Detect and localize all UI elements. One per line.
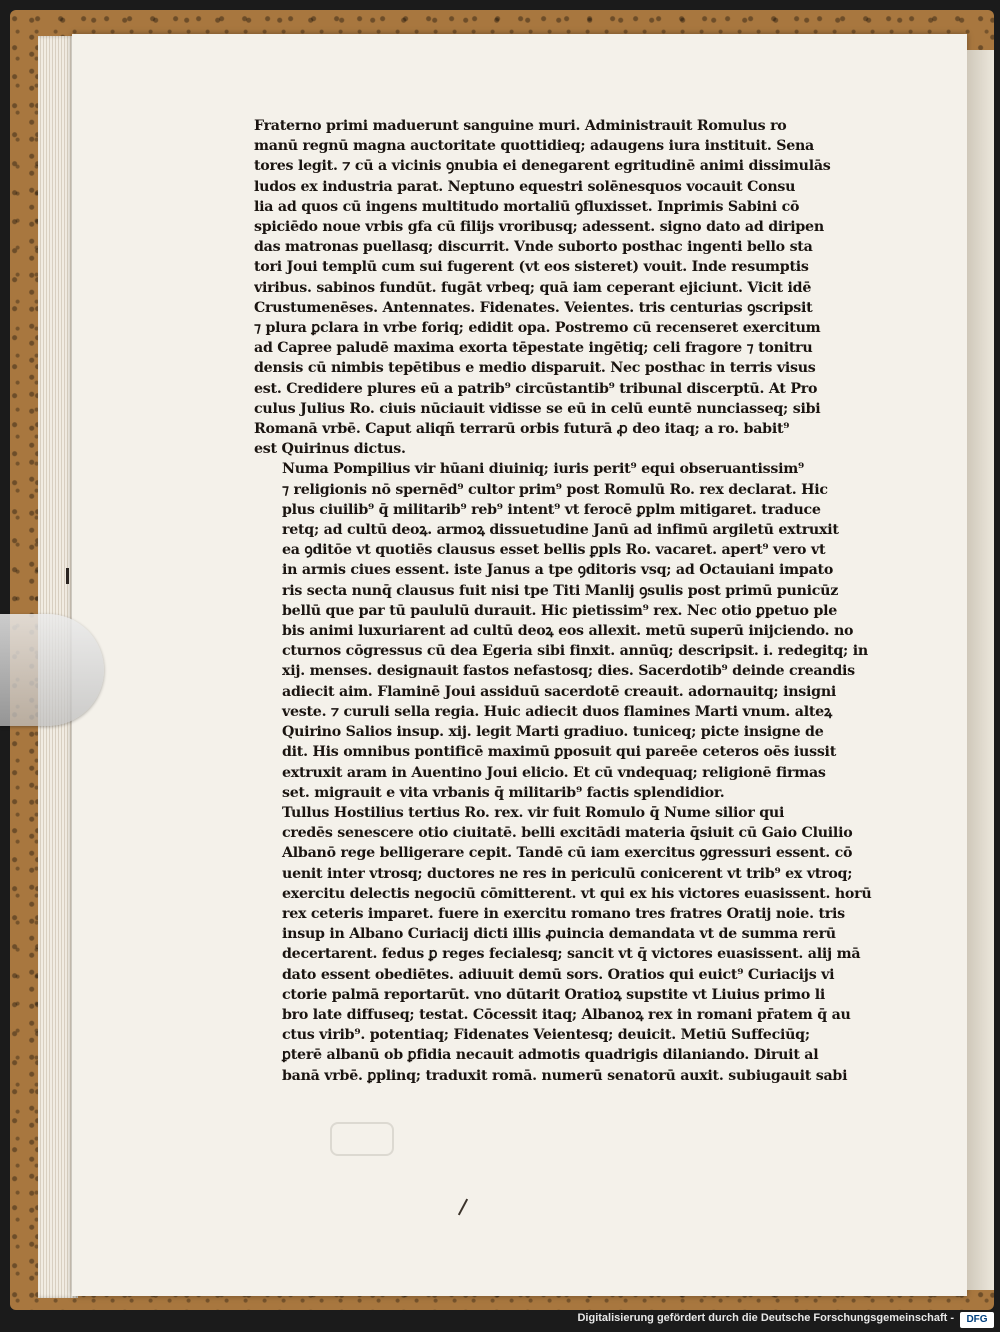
text-line: banā vrbē. ꝑplinq; traduxit romā. numerū senatorū auxit. subiugauit sabi — [282, 1067, 848, 1084]
text-line: ludos ex industria parat. Neptuno equestri solēnesquos vocauit Consu — [254, 178, 796, 195]
text-line: tores legit. ⁊ cū a vicinis ꝯnubia ei denegarent egritudinē animi dissimulās — [254, 158, 831, 175]
text-line: densis cū nimbis tepētibus e medio disparuit. Nec posthac in terris visus — [254, 360, 816, 377]
paragraph-romulus — [254, 116, 886, 459]
paragraph-numa — [254, 459, 886, 802]
show-through-signature — [330, 1122, 394, 1156]
text-line: Numa Pompilius vir hūani diuiniq; iuris perit⁹ equi obseruantissim⁹ — [282, 461, 804, 478]
text-line: dato essent obediētes. adiuuit demū sors. Oratios qui euict⁹ Curiacijs vi — [282, 966, 835, 983]
text-line: dit. His omnibus pontificē maximū ꝑposuit qui pareēe ceteros oēs iussit — [282, 744, 837, 761]
facing-leaf — [967, 50, 994, 1290]
text-line: exercitu delectis negociū cōmitterent. vt qui ex his victores euasissent. horū — [282, 885, 872, 902]
text-line: ad Capree paludē maxima exorta tēpestate ingētiq; celi fragore ⁊ tonitru — [254, 340, 813, 357]
margin-mark — [66, 568, 69, 584]
text-line: in armis ciues essent. iste Janus a tpe ꝯditoris vsq; ad Octauiani impato — [282, 562, 834, 579]
text-line: viribus. sabinos fundūt. fugāt vrbeq; quā iam ceperant ejiciunt. Vicit idē — [254, 279, 812, 296]
text-line: insup in Albano Curiacij dicti illis ꝓuincia demandata vt de summa rerū — [282, 926, 836, 943]
text-line: ris secta nunq̄ clausus fuit nisi tpe Titi Manlij ꝯsulis post primū punicūz — [282, 582, 839, 599]
text-line: Fraterno primi maduerunt sanguine muri. Administrauit Romulus ro — [254, 118, 787, 134]
page-text — [254, 116, 886, 1126]
text-line: ꝑterē albanū ob ꝑfidia necauit admotis quadrigis dilaniando. Diruit al — [282, 1047, 819, 1064]
text-line: plus ciuilib⁹ q̄ militarib⁹ reb⁹ intent⁹ vt ferocē ꝑplm mitigaret. traduce — [282, 501, 821, 518]
text-line: ctorie palmā reportarūt. vno dūtarit Oratioꝝ supstite vt Liuius primo li — [282, 986, 826, 1003]
text-line: cturnos cōgressus cū dea Egeria sibi finxit. annūq; descripsit. i. redegitq; in — [282, 643, 868, 660]
text-line: credēs senescere otio ciuitatē. belli excitādi materia q̄siuit cū Gaio Cluilio — [282, 825, 853, 842]
text-line: est. Credidere plures eū a patrib⁹ circūstantib⁹ tribunal discerptū. At Pro — [254, 380, 818, 397]
paragraph-tullus — [254, 803, 886, 1086]
dfg-logo: DFG — [960, 1312, 994, 1328]
text-line: Quirino Salios insup. xij. legit Marti gradiuo. tuniceq; picte insigne de — [282, 724, 824, 741]
text-line: tori Joui templū cum sui fugerent (vt eos sisteret) vouit. Inde resumptis — [254, 259, 809, 276]
text-line: lia ad quos cū ingens multitudo mortaliū ꝯfluxisset. Inprimis Sabini cō — [254, 198, 800, 215]
text-line: uenit inter vtrosq; ductores ne res in periculū conicerent vt trib⁹ ex vtroq; — [282, 865, 853, 882]
text-line: Tullus Hostilius tertius Ro. rex. vir fuit Romulo q̄ Nume silior qui — [282, 804, 785, 821]
text-line: extruxit aram in Auentino Joui elicio. Et cū vndequaq; religionē firmas — [282, 764, 826, 781]
text-line: adiecit aim. Flaminē Joui assiduū sacerdotē creauit. adornauitq; insigni — [282, 683, 837, 700]
text-line: bro late diffuseq; testat. Cōcessit itaq; Albanoꝝ rex in romani pr̄atem q̄ au — [282, 1006, 851, 1023]
text-line: Romanā vrbē. Caput aliqñ terrarū orbis futurā ꝓ deo itaq; a ro. babit⁹ — [254, 421, 790, 438]
text-line: veste. ⁊ curuli sella regia. Huic adiecit duos flamines Marti vnum. alteꝝ — [282, 703, 832, 720]
text-line: rex ceteris imparet. fuere in exercitu romano tres fratres Oratij noie. tris — [282, 905, 845, 922]
text-line: bis animi luxuriarent ad cultū deoꝝ eos allexit. metū superū inijciendo. no — [282, 623, 854, 640]
text-line: ⁊ plura ꝑclara in vrbe foriq; edidit opa. Postremo cū recenseret exercitum — [254, 320, 821, 337]
text-line: Crustumenēses. Antennates. Fidenates. Veientes. tris centurias ꝯscripsit — [254, 299, 813, 316]
text-line: ctus virib⁹. potentiaq; Fidenates Veientesq; deuicit. Metiū Suffeciūq; — [282, 1027, 810, 1044]
text-line: ea ꝯditōe vt quotiēs clausus esset bellis ꝑpls Ro. vacaret. apert⁹ vero vt — [282, 542, 826, 559]
text-line: retq; ad cultū deoꝝ. armoꝝ dissuetudine Janū ad infimū argiletū extruxit — [282, 522, 839, 539]
text-line: culus Julius Ro. ciuis nūciauit vidisse se eū in celū euntē nunciasseq; sibi — [254, 400, 821, 417]
text-line: spiciēdo noue vrbis gfa cū filijs vroribusq; adessent. signo dato ad diripen — [254, 219, 824, 236]
text-line: ⁊ religionis nō spernēd⁹ cultor prim⁹ post Romulū Ro. rex declarat. Hic — [282, 481, 828, 498]
footer-credit: Digitalisierung gefördert durch die Deutsche Forschungsgemeinschaft - — [577, 1312, 954, 1324]
text-line: Albanō rege belligerare cepit. Tandē cū iam exercitus ꝯgressuri essent. cō — [282, 845, 853, 862]
text-line: manū regnū magna auctoritate quottidieq; adaugens iura instituit. Sena — [254, 138, 814, 155]
text-line: das matronas puellasq; discurrit. Vnde suborto posthac ingenti bello sta — [254, 239, 813, 256]
text-line: bellū que par tū paululū durauit. Hic pietissim⁹ rex. Nec otio ꝑpetuo ple — [282, 602, 838, 619]
text-line: xij. menses. designauit fastos nefastosq; dies. Sacerdotib⁹ deinde creandis — [282, 663, 855, 680]
text-line: decertarent. fedus ꝑ reges fecialesq; sancit vt q̄ victores euasissent. alij mā — [282, 946, 861, 963]
text-line: est Quirinus dictus. — [254, 441, 406, 458]
text-line: set. migrauit e vita vrbanis q̄ militarib⁹ factis splendidior. — [282, 784, 725, 801]
